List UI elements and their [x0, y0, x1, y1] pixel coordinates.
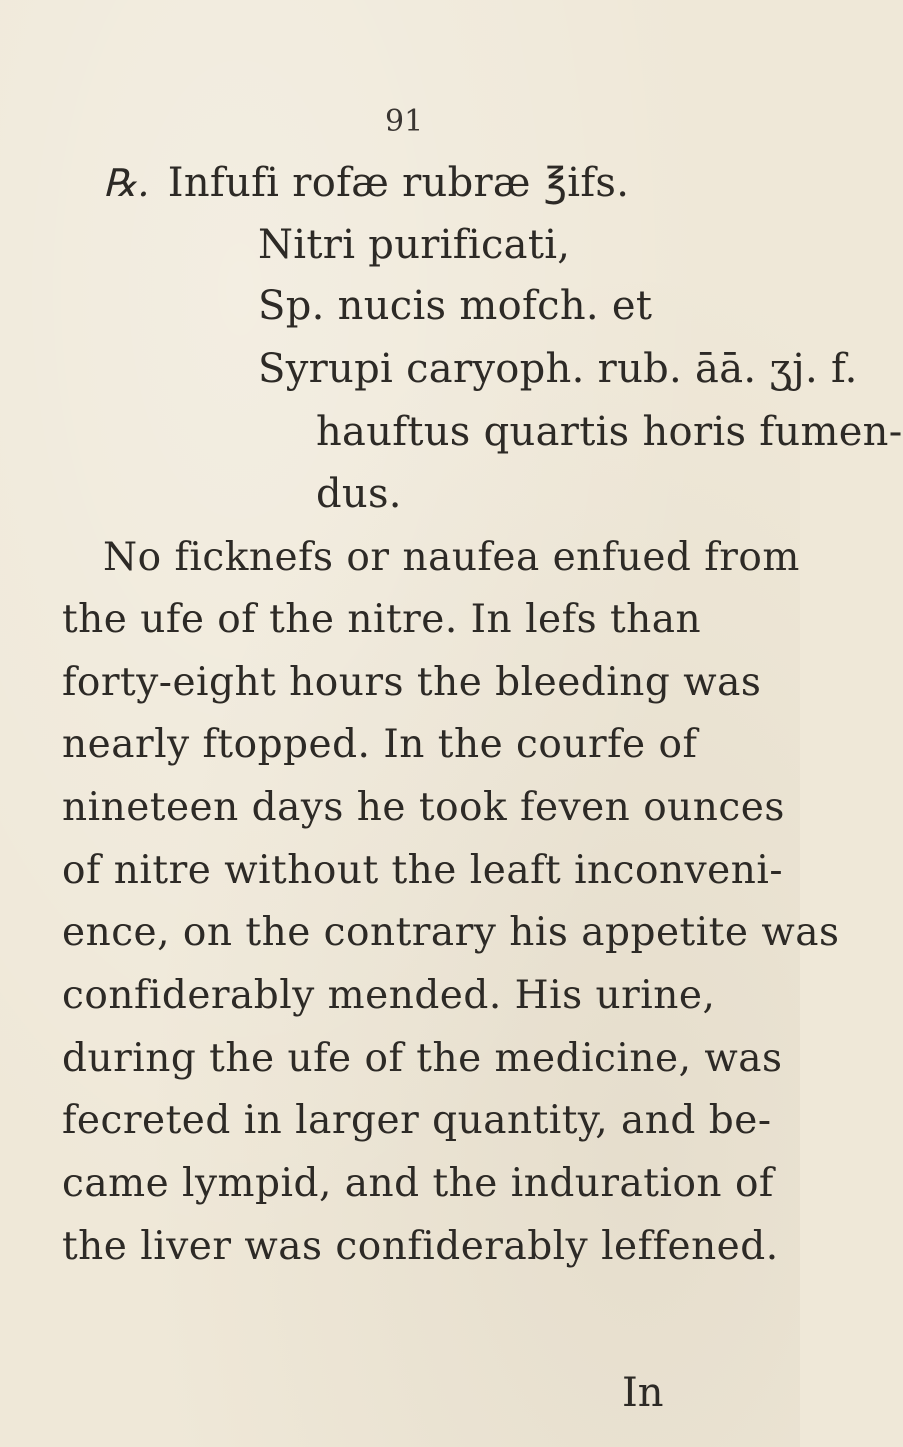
paragraph-line-8: confiderably mended. His urine, [62, 973, 716, 1018]
paragraph-line-4: nearly ftopped. In the courfe of [62, 722, 698, 767]
prescription-line-5: hauftus quartis horis fumen- [316, 409, 903, 455]
paragraph-line-10: fecreted in larger quantity, and be- [62, 1098, 772, 1143]
paragraph-line-1: No ficknefs or naufea enfued from [103, 535, 800, 580]
prescription-line-3: Sp. nucis mofch. et [258, 283, 653, 329]
paragraph-line-3: forty-eight hours the bleeding was [62, 660, 762, 705]
paragraph-line-6: of nitre without the leaft inconveni- [62, 848, 783, 893]
prescription-line-2: Nitri purificati, [258, 222, 571, 268]
paragraph-line-5: nineteen days he took feven ounces [62, 785, 785, 830]
page-number: 91 [385, 104, 424, 139]
prescription-line-1 [103, 160, 629, 206]
paragraph-line-12: the liver was confiderably leffened. [62, 1224, 779, 1269]
paragraph-line-11: came lympid, and the induration of [62, 1161, 774, 1206]
recipe-symbol: ℞. [103, 161, 150, 205]
paragraph-line-7: ence, on the contrary his appetite was [62, 910, 840, 955]
prescription-text-1: Infufi rofæ rubræ ℥ifs. [167, 160, 630, 206]
prescription-line-6: dus. [316, 471, 402, 517]
paragraph-line-2: the ufe of the nitre. In lefs than [62, 597, 702, 642]
prescription-line-4: Syrupi caryoph. rub. āā. ʒj. f. [258, 346, 858, 392]
catchword: In [622, 1370, 664, 1416]
paragraph-line-9: during the ufe of the medicine, was [62, 1036, 783, 1081]
